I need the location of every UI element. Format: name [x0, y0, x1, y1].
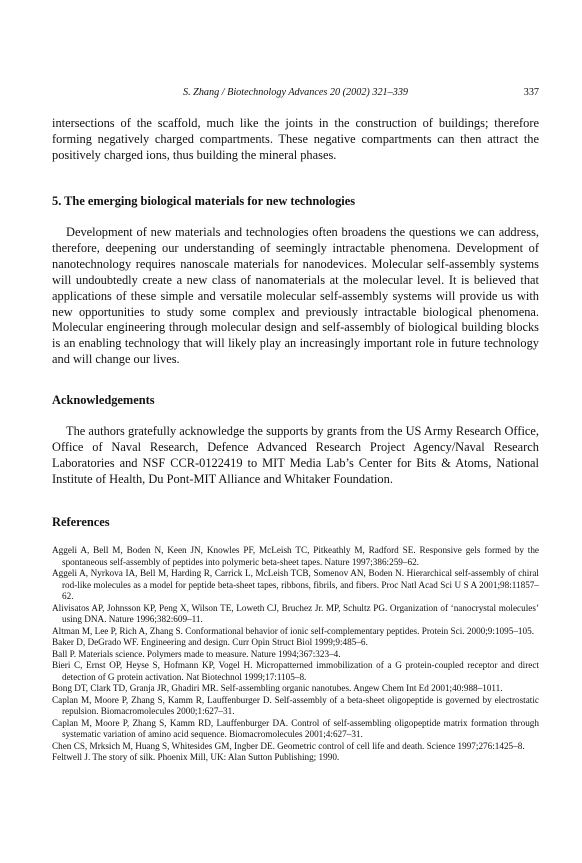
page-number: 337	[523, 87, 539, 98]
section-5-heading: 5. The emerging biological materials for new technologies	[52, 194, 356, 208]
reference-item: Aggeli A, Bell M, Boden N, Keen JN, Knowles PF, McLeish TC, Pitkeathly M, Radford SE. Responsive gels formed by the spontaneous self-assembly of peptides into polymeric beta-sheet tapes. Nature 1997;386:259–62.	[52, 545, 539, 567]
reference-item: Aggeli A, Nyrkova IA, Bell M, Harding R, Carrick L, McLeish TCB, Somenov AN, Boden N. Hierarchical self-assembly of chiral rod-like molecules as a model for peptide beta-sheet tapes, ribbons, fibrils, and fibers. Proc Natl Acad Sci U S A 2001;98:11857–62.	[52, 568, 539, 601]
reference-item: Caplan M, Moore P, Zhang S, Kamm RD, Lauffenburger DA. Control of self-assembling oligopeptide matrix formation through systematic variation of amino acid sequence. Biomacromolecules 2001;4:627–31.	[52, 717, 539, 739]
running-head	[52, 86, 539, 100]
journal-citation: S. Zhang / Biotechnology Advances 20 (2002) 321–339	[182, 87, 409, 98]
acknowledgements-paragraph: The authors gratefully acknowledge the supports by grants from the US Army Research Office, Office of Naval Research, Defence Advanced Research Project Agency/Naval Research Laboratories and NSF CCR-0122419 to MIT Media Lab’s Center for Bits & Atoms, National Institute of Health, Du Pont-MIT Alliance and Whitaker Foundation.	[52, 424, 539, 486]
reference-item: Bong DT, Clark TD, Granja JR, Ghadiri MR. Self-assembling organic nanotubes. Angew Chem Int Ed 2001;40:988–1011.	[52, 683, 503, 693]
reference-item: Altman M, Lee P, Rich A, Zhang S. Conformational behavior of ionic self-complementary peptides. Protein Sci. 2000;9:1095–105.	[52, 625, 535, 636]
acknowledgements-heading: Acknowledgements	[52, 393, 155, 407]
reference-item: Ball P. Materials science. Polymers made to measure. Nature 1994;367:323–4.	[52, 648, 341, 659]
reference-item: Alivisatos AP, Johnsson KP, Peng X, Wilson TE, Loweth CJ, Bruchez Jr. MP, Schultz PG. Organization of ‘nanocrystal molecules’ using DNA. Nature 1996;382:609–11.	[52, 602, 539, 624]
reference-item: Feltwell J. The story of silk. Phoenix Mill, UK: Alan Sutton Publishing; 1990.	[52, 752, 340, 762]
section-5-paragraph: Development of new materials and technologies often broadens the questions we can address, therefore, deepening our understanding of seemingly intractable phenomena. Development of nanotechnology requires nanoscale materials for nanodevices. Molecular self-assembly systems will undoubtedly create a new class of nanomaterials at the molecular level. It is believed that applications of these simple and versatile molecular self-assembly systems will provide us with new opportunities to study some complex and previously intractable biological phenomena. Molecular engineering through molecular design and self-assembly of biological building blocks is an enabling technology that will likely play an increasingly important role in future technology and will change our lives.	[52, 225, 539, 367]
reference-list	[52, 545, 539, 764]
continuation-paragraph: intersections of the scaffold, much like the joints in the construction of buildings; therefore forming negatively charged compartments. These negative compartments can then attract the positively charged ions, thus building the mineral phases.	[52, 116, 539, 162]
reference-item: Caplan M, Moore P, Zhang S, Kamm R, Lauffenburger D. Self-assembly of a beta-sheet oligopeptide is governed by electrostatic repulsion. Biomacromolecules 2000;1:627–31.	[52, 694, 539, 716]
references-heading: References	[52, 515, 110, 529]
reference-item: Baker D, DeGrado WF. Engineering and design. Curr Opin Struct Biol 1999;9:485–6.	[52, 637, 368, 647]
reference-item: Bieri C, Ernst OP, Heyse S, Hofmann KP, Vogel H. Micropatterned immobilization of a G protein-coupled receptor and direct detection of G protein activation. Nat Biotechnol 1999;17:1105–8.	[52, 660, 539, 682]
reference-item: Chen CS, Mrksich M, Huang S, Whitesides GM, Ingber DE. Geometric control of cell life and death. Science 1997;276:1425–8.	[52, 740, 525, 751]
